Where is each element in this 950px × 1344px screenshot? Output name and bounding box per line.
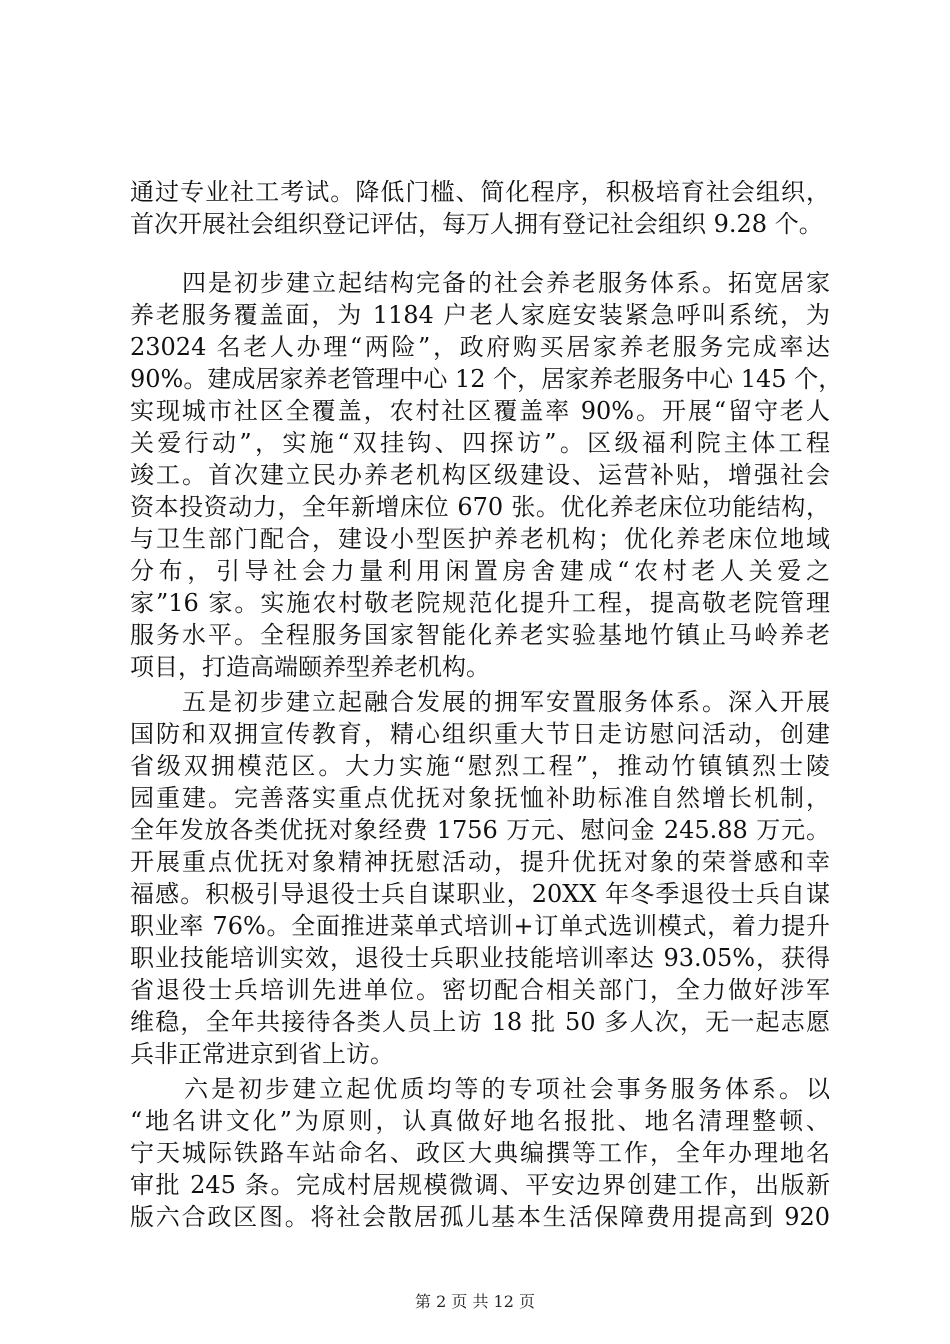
text-line: 审批 245 条。完成村居规模微调、平安边界创建工作，出版新 bbox=[130, 1171, 830, 1199]
text-line: 资本投资动力，全年新增床位 670 张。优化养老床位功能结构， bbox=[130, 493, 830, 521]
text-line: 竣工。首次建立民办养老机构区级建设、运营补贴，增强社会 bbox=[130, 461, 830, 489]
text-line: 维稳，全年共接待各类人员上访 18 批 50 多人次，无一起志愿 bbox=[130, 1008, 830, 1036]
text-line: 版六合政区图。将社会散居孤儿基本生活保障费用提高到 920 bbox=[130, 1203, 830, 1231]
text-line: 职业率 76%。全面推进菜单式培训+订单式选训模式，着力提升 bbox=[130, 912, 830, 940]
text-line: 与卫生部门配合，建设小型医护养老机构；优化养老床位地域 bbox=[130, 525, 830, 553]
text-line: 分布，引导社会力量利用闲置房舍建成“农村老人关爱之 bbox=[130, 557, 830, 585]
text-line: 项目，打造高端颐养型养老机构。 bbox=[130, 653, 490, 681]
text-line: 90%。建成居家养老管理中心 12 个，居家养老服务中心 145 个， bbox=[130, 365, 843, 393]
text-line: 实现城市社区全覆盖，农村社区覆盖率 90%。开展“留守老人 bbox=[130, 397, 830, 425]
text-line: 国防和双拥宣传教育，精心组织重大节日走访慰问活动，创建 bbox=[130, 720, 830, 748]
text-line: 福感。积极引导退役士兵自谋职业，20XX 年冬季退役士兵自谋 bbox=[130, 880, 830, 908]
text-line: 园重建。完善落实重点优抚对象抚恤补助标准自然增长机制， bbox=[130, 784, 830, 812]
text-line: 省退役士兵培训先进单位。密切配合相关部门，全力做好涉军 bbox=[130, 976, 830, 1004]
text-line: 通过专业社工考试。降低门槛、简化程序，积极培育社会组织， bbox=[130, 178, 830, 206]
text-line: 宁天城际铁路车站命名、政区大典编撰等工作，全年办理地名 bbox=[130, 1139, 830, 1167]
text-line: 六是初步建立起优质均等的专项社会事务服务体系。以 bbox=[130, 1075, 830, 1103]
text-line: 养老服务覆盖面，为 1184 户老人家庭安装紧急呼叫系统，为 bbox=[130, 301, 830, 329]
text-line: 首次开展社会组织登记评估，每万人拥有登记社会组织 9.28 个。 bbox=[130, 210, 823, 238]
text-line: 四是初步建立起结构完备的社会养老服务体系。拓宽居家 bbox=[130, 269, 830, 297]
text-line: 服务水平。全程服务国家智能化养老实验基地竹镇止马岭养老 bbox=[130, 621, 830, 649]
text-line: 兵非正常进京到省上访。 bbox=[130, 1040, 394, 1068]
text-line: 关爱行动”，实施“双挂钩、四探访”。区级福利院主体工程 bbox=[130, 429, 830, 457]
text-line: 全年发放各类优抚对象经费 1756 万元、慰问金 245.88 万元。 bbox=[130, 816, 830, 844]
page-number-footer: 第 2 页 共 12 页 bbox=[415, 1292, 535, 1311]
text-line: 23024 名老人办理“两险”，政府购买居家养老服务完成率达 bbox=[130, 333, 830, 361]
text-line: 家”16 家。实施农村敬老院规范化提升工程，提高敬老院管理 bbox=[130, 589, 830, 617]
text-line: 五是初步建立起融合发展的拥军安置服务体系。深入开展 bbox=[130, 688, 830, 716]
text-line: 省级双拥模范区。大力实施“慰烈工程”，推动竹镇镇烈士陵 bbox=[130, 752, 830, 780]
text-line: 职业技能培训实效，退役士兵职业技能培训率达 93.05%，获得 bbox=[130, 944, 830, 972]
text-line: 开展重点优抚对象精神抚慰活动，提升优抚对象的荣誉感和幸 bbox=[130, 848, 830, 876]
text-line: “地名讲文化”为原则，认真做好地名报批、地名清理整顿、 bbox=[130, 1107, 830, 1135]
